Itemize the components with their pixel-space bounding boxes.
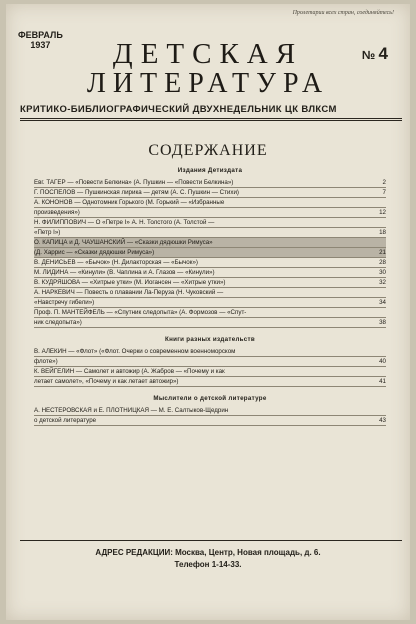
masthead-divider-double — [20, 120, 402, 121]
toc-entry-text: «Навстречу гибели») — [34, 299, 95, 306]
toc-entry — [34, 367, 386, 377]
toc-entry-page: 2 — [382, 179, 386, 186]
toc-entry-page: 40 — [379, 358, 386, 365]
toc-entry-page: 30 — [379, 269, 386, 276]
masthead-title-line2: ЛИТЕРАТУРА — [86, 68, 330, 99]
toc-entry — [34, 238, 386, 248]
toc-entry — [34, 218, 386, 228]
toc-entry-page: 34 — [379, 299, 386, 306]
issue-number-value: 4 — [378, 44, 388, 63]
toc-entry-text: Г. ПОСПЕЛОВ — Пушкинская лирика — детям (А. С. Пушкин — Стихи) — [34, 189, 239, 196]
toc-entry-page: 21 — [379, 249, 386, 256]
toc-entry-page: 32 — [379, 279, 386, 286]
toc-entry — [34, 198, 386, 208]
toc-entry-text: ник следопыта») — [34, 319, 82, 326]
toc-entry-text: Н. ФИЛИППОВИЧ — О «Петре I» А. Н. Толстого (А. Толстой — — [34, 219, 215, 226]
address-line: АДРЕС РЕДАКЦИИ: Москва, Центр, Новая площадь, д. 6. — [95, 548, 321, 557]
issue-year: 1937 — [30, 40, 51, 50]
table-of-contents — [34, 167, 386, 426]
editorial-address — [6, 547, 410, 571]
toc-entry-text: произведения») — [34, 209, 80, 216]
toc-entry — [34, 268, 386, 278]
toc-entry — [34, 416, 386, 426]
issue-number-prefix: № — [361, 48, 376, 62]
toc-entry — [34, 318, 386, 328]
toc-entry — [34, 258, 386, 268]
toc-entry — [34, 208, 386, 218]
toc-entry — [34, 178, 386, 188]
toc-section-heading: Мыслители о детской литературе — [153, 395, 267, 402]
masthead-subtitle: КРИТИКО-БИБЛИОГРАФИЧЕСКИЙ ДВУХНЕДЕЛЬНИК ЦК ВЛКСМ — [20, 104, 337, 115]
masthead-divider — [20, 118, 402, 119]
toc-entry-text: В. ДЕНИСЬЕВ — «Бычок» (Н. Дилакторская — «Бычок») — [34, 259, 198, 266]
toc-entry-text: В. АЛЕКИН — «Флот» («Флот. Очерки о современном военноморском — [34, 348, 236, 355]
toc-entry-text: А. НАРКЕВИЧ — Повесть о плавании Ла-Перуза (Н. Чуковский — — [34, 289, 224, 296]
toc-entry-page: 41 — [379, 378, 386, 385]
toc-entry-text: (Д. Харрис — «Сказки дядюшки Римуса») — [34, 249, 155, 256]
toc-entry-page: 38 — [379, 319, 386, 326]
phone-line: Телефон 1-14-33. — [174, 560, 242, 569]
toc-entry-text: летает самолет», «Почему и как летает автожир») — [34, 378, 179, 385]
toc-entry — [34, 288, 386, 298]
toc-entry — [34, 188, 386, 198]
toc-entry — [34, 406, 386, 416]
toc-entry — [34, 308, 386, 318]
toc-entry-text: В. КУДРЯШОВА — «Хитрые утки» (М. Иогансен — «Хитрые утки») — [34, 279, 226, 286]
toc-entry-page: 28 — [379, 259, 386, 266]
footer-divider — [20, 540, 402, 541]
toc-entry — [34, 228, 386, 238]
toc-entry-page: 18 — [379, 229, 386, 236]
toc-entry-text: о детской литературе — [34, 417, 97, 424]
contents-heading: СОДЕРЖАНИЕ — [148, 142, 268, 159]
toc-section-heading: Издания Детиздата — [177, 167, 243, 174]
motto: Пролетарии всех стран, соединяйтесь! — [292, 10, 394, 16]
magazine-cover-page — [6, 4, 410, 620]
toc-entry-text: М. ЛИДИНА — «Кинули» (В. Чаплина и А. Глазов — «Кинули») — [34, 269, 215, 276]
toc-entry-page: 12 — [379, 209, 386, 216]
issue-month: ФЕВРАЛЬ — [18, 30, 63, 40]
toc-entry — [34, 377, 386, 387]
toc-entry — [34, 248, 386, 258]
toc-entry — [34, 347, 386, 357]
toc-entry-text: К. ВЕЙГЕЛИН — Самолет и автожир (А. Жабров — «Почему и как — [34, 368, 225, 375]
toc-entry-page: 7 — [382, 189, 386, 196]
toc-entry-text: А. КОНОНОВ — Однотомник Горького (М. Горький — «Избранные — [34, 199, 225, 206]
toc-entry-text: О. КАПИЦА и Д. ЧАУШАНСКИЙ — «Сказки дядюшки Римуса» — [34, 239, 213, 246]
toc-entry — [34, 357, 386, 367]
toc-entry-page: 43 — [379, 417, 386, 424]
toc-section-heading: Книги разных издательств — [165, 336, 255, 343]
issue-number — [362, 44, 388, 64]
masthead-title-line1: ДЕТСКАЯ — [112, 38, 304, 70]
toc-entry-text: А. НЕСТЕРОВСКАЯ и Е. ПЛОТНИЦКАЯ — М. Е. Салтыков-Щедрин — [34, 407, 229, 414]
toc-entry-text: флоте») — [34, 358, 58, 365]
toc-entry — [34, 278, 386, 288]
toc-entry — [34, 298, 386, 308]
toc-entry-text: Евг. ТАГЕР — «Повести Белкина» (А. Пушкин — «Повести Белкина») — [34, 179, 234, 186]
toc-entry-text: «Петр I») — [34, 229, 61, 236]
toc-entry-text: Проф. П. МАНТЕЙФЕЛЬ — «Спутник следопыта» (А. Формозов — «Спут- — [34, 309, 247, 316]
